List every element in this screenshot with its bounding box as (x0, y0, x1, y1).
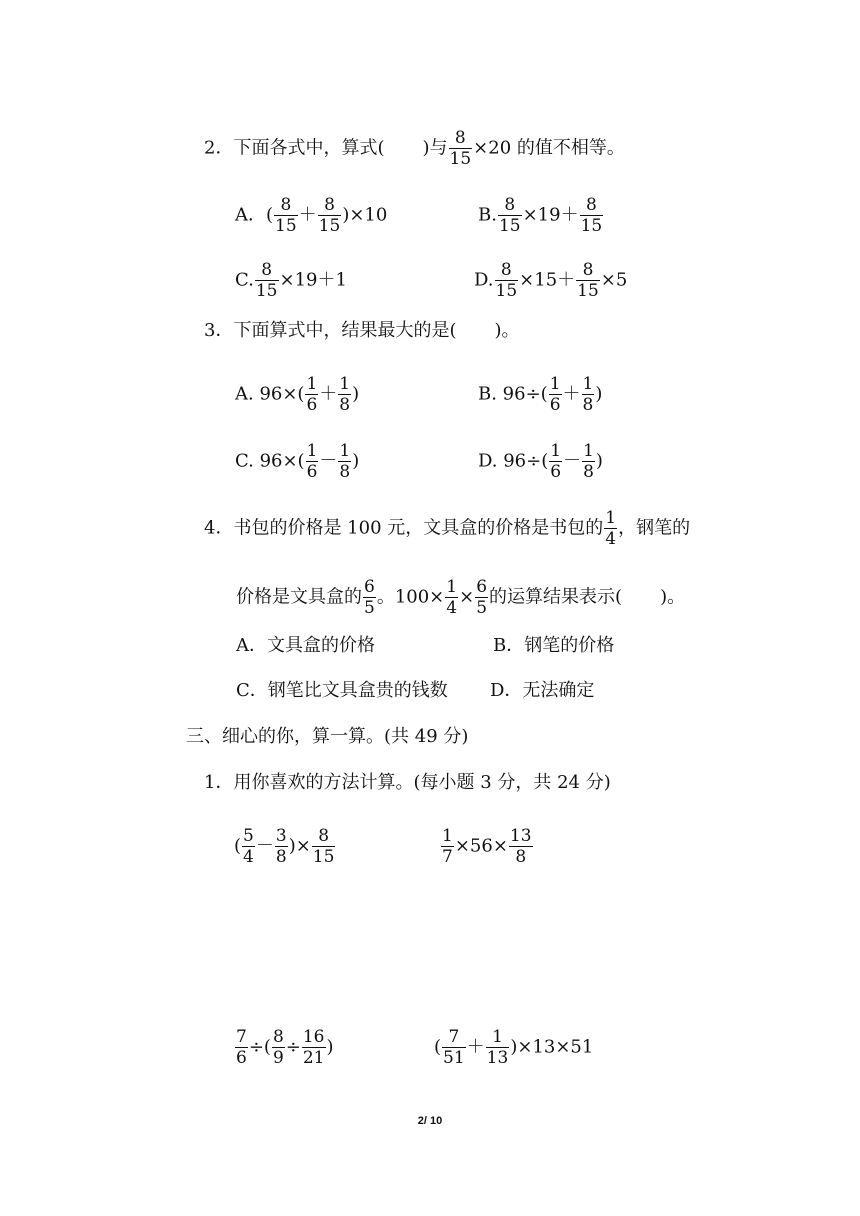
subsection-title: 1．用你喜欢的方法计算。(每小题 3 分，共 24 分) (204, 772, 611, 793)
fraction: $\frac{8}{9}$ (272, 1027, 284, 1068)
calc-expression-3: $\frac{7}{6}$ ÷( $\frac{8}{9}$ ÷ $\frac{16}{21}$ ) (236, 1027, 334, 1068)
fraction: $\frac{7}{51}$ (443, 1027, 465, 1068)
fraction: $\frac{1}{4}$ (605, 508, 617, 549)
fraction: $\frac{8}{15}$ (318, 195, 341, 236)
calc-expression-4: ( $\frac{7}{51}$ ＋ $\frac{1}{13}$ )×13×51 (434, 1027, 594, 1068)
fraction: $\frac{13}{8}$ (509, 826, 532, 867)
q4-stem-line2: 价格是文具盒的 $\frac{6}{5}$ 。100× $\frac{1}{4}$ × $\frac{6}{5}$ 的运算结果表示( )。 (236, 577, 686, 618)
fraction: $\frac{1}{8}$ (583, 441, 594, 482)
fraction: $\frac{8}{15}$ (312, 826, 335, 867)
q3-option-a: A. 96×( $\frac{1}{6}$ ＋ $\frac{1}{8}$ ) (235, 374, 360, 415)
q2-option-c: C. $\frac{8}{15}$ ×19＋1 (235, 260, 347, 301)
fraction: $\frac{1}{4}$ (446, 577, 458, 618)
fraction: $\frac{8}{15}$ (577, 260, 599, 301)
fraction: $\frac{16}{21}$ (302, 1027, 325, 1068)
fraction: $\frac{1}{6}$ (550, 441, 562, 482)
q2-option-d: D. $\frac{8}{15}$ ×15＋ $\frac{8}{15}$ ×5 (474, 260, 628, 301)
section-title: 三、细心的你，算一算。(共 49 分) (186, 726, 469, 747)
q4-option-c: C．钢笔比文具盒贵的钱数 (236, 680, 448, 701)
fraction: $\frac{7}{6}$ (236, 1027, 247, 1068)
fraction: $\frac{1}{13}$ (486, 1027, 509, 1068)
q3-option-d: D. 96÷( $\frac{1}{6}$ － $\frac{1}{8}$ ) (478, 441, 603, 482)
fraction: $\frac{1}{8}$ (582, 374, 594, 415)
q3-option-c: C. 96×( $\frac{1}{6}$ － $\frac{1}{8}$ ) (235, 441, 360, 482)
fraction: $\frac{5}{4}$ (243, 826, 254, 867)
q2-option-a: A．( $\frac{8}{15}$ ＋ $\frac{8}{15}$ )×10 (235, 195, 388, 236)
calc-expression-2: $\frac{1}{7}$ ×56× $\frac{13}{8}$ (442, 826, 532, 867)
fraction: $\frac{1}{6}$ (306, 441, 318, 482)
q2-stem: 2．下面各式中，算式( )与 $\frac{8}{15}$ ×20 的值不相等。 (204, 128, 625, 169)
q4-option-d: D．无法确定 (490, 680, 595, 701)
q4-option-b: B．钢笔的价格 (493, 635, 615, 656)
fraction: $\frac{8}{15}$ (495, 260, 518, 301)
q2-option-b: B. $\frac{8}{15}$ ×19＋ $\frac{8}{15}$ (478, 195, 603, 236)
fraction: $\frac{8}{15}$ (449, 128, 472, 169)
fraction: $\frac{8}{15}$ (580, 195, 603, 236)
fraction: $\frac{1}{7}$ (442, 826, 453, 867)
fraction: $\frac{8}{15}$ (275, 195, 297, 236)
page-number: 2/ 10 (417, 1115, 443, 1127)
fraction: $\frac{1}{6}$ (306, 374, 318, 415)
fraction: $\frac{1}{8}$ (339, 441, 351, 482)
fraction: $\frac{3}{8}$ (275, 826, 287, 867)
q3-stem: 3．下面算式中，结果最大的是( )。 (204, 320, 520, 341)
q3-option-b: B. 96÷( $\frac{1}{6}$ ＋ $\frac{1}{8}$ ) (478, 374, 603, 415)
fraction: $\frac{6}{5}$ (476, 577, 488, 618)
calc-expression-1: ( $\frac{5}{4}$ － $\frac{3}{8}$ )× $\frac{8}{15}$ (234, 826, 335, 867)
fraction: $\frac{1}{6}$ (549, 374, 561, 415)
fraction: $\frac{8}{15}$ (255, 260, 278, 301)
fraction: $\frac{8}{15}$ (498, 195, 521, 236)
q4-stem-line1: 4．书包的价格是 100 元，文具盒的价格是书包的 $\frac{1}{4}$ ，钢笔的 (204, 508, 691, 549)
fraction: $\frac{6}{5}$ (364, 577, 375, 618)
fraction: $\frac{1}{8}$ (339, 374, 351, 415)
q4-option-a: A．文具盒的价格 (236, 635, 375, 656)
